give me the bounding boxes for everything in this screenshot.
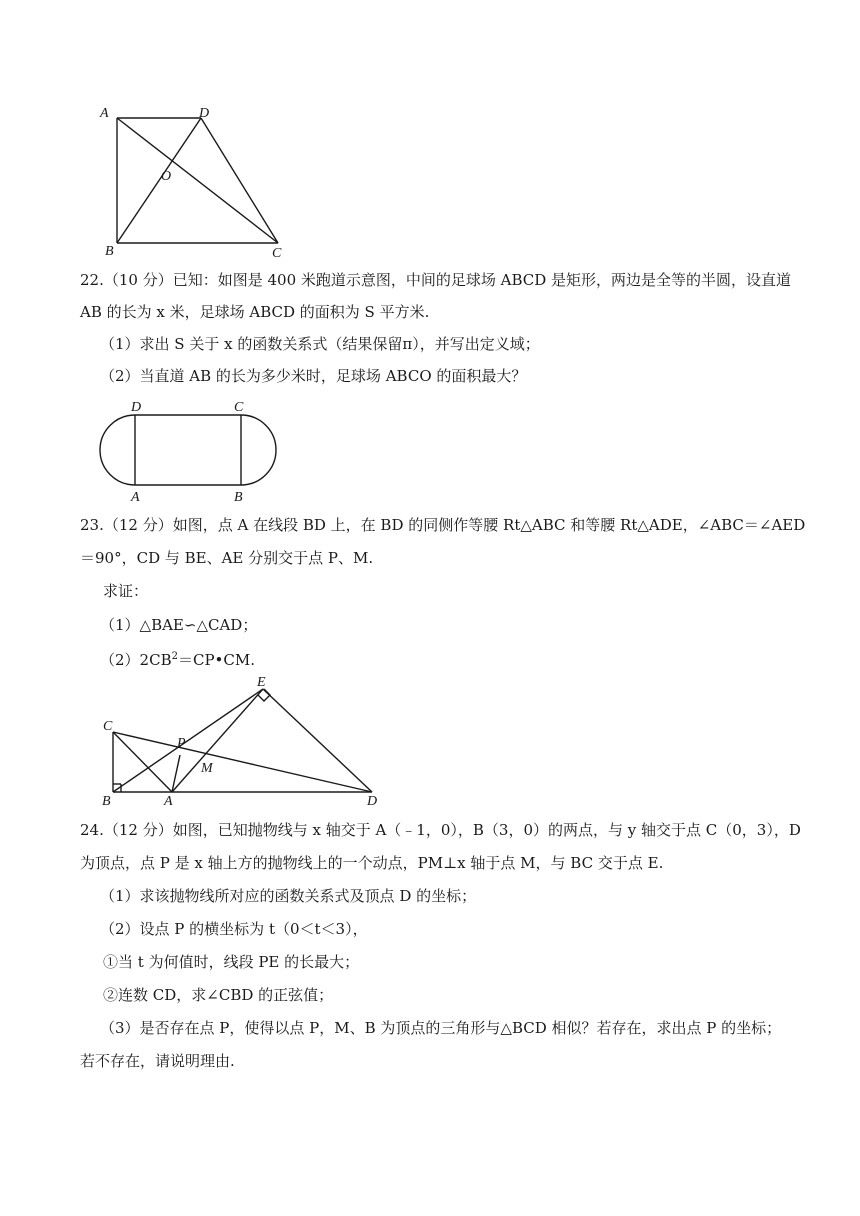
q23-line1: 23.（12 分）如图，点 A 在线段 BD 上，在 BD 的同侧作等腰 Rt△ABC 和等腰 Rt△ADE，∠ABC＝∠AED xyxy=(80,516,806,534)
label-B: B xyxy=(234,490,243,505)
q22-part2: （2）当直道 AB 的长为多少米时，足球场 ABCO 的面积最大？ xyxy=(100,367,527,385)
figure-q23 xyxy=(95,672,395,812)
label-B: B xyxy=(105,244,114,259)
q24-part3: （3）是否存在点 P，使得以点 P，M、B 为顶点的三角形与△BCD 相似？若存在，求出点 P 的坐标； xyxy=(100,1019,782,1037)
label-D: D xyxy=(367,794,378,809)
q23-prove: 求证： xyxy=(103,582,149,600)
figure-q22-track xyxy=(95,395,285,507)
q24-part1: （1）求该抛物线所对应的函数关系式及顶点 D 的坐标； xyxy=(100,887,477,905)
q24-sub1: ①当 t 为何值时，线段 PE 的长最大； xyxy=(103,953,360,971)
label-M: M xyxy=(201,761,213,776)
label-A: A xyxy=(164,794,173,809)
label-D: D xyxy=(131,400,142,415)
q22-part1: （1）求出 S 关于 x 的函数关系式（结果保留π），并写出定义域； xyxy=(100,335,540,353)
q23-line2: ＝90°，CD 与 BE、AE 分别交于点 P、M. xyxy=(80,549,374,567)
label-E: E xyxy=(257,675,266,690)
q23-part2 xyxy=(100,650,255,670)
q23-part1: （1）△BAE∽△CAD； xyxy=(100,616,258,634)
q24-part3b: 若不存在，请说明理由. xyxy=(80,1052,235,1070)
label-P: P xyxy=(177,736,186,751)
q24-sub2: ②连数 CD，求∠CBD 的正弦值； xyxy=(103,986,334,1004)
label-C: C xyxy=(272,246,282,261)
q24-line1: 24.（12 分）如图，已知抛物线与 x 轴交于 A（﹣1，0），B（3，0）的两点，与 y 轴交于点 C（0，3），D xyxy=(80,821,801,839)
label-B: B xyxy=(102,794,111,809)
label-C: C xyxy=(234,400,244,415)
label-C: C xyxy=(103,719,113,734)
label-A: A xyxy=(131,490,140,505)
q22-line2: AB 的长为 x 米，足球场 ABCD 的面积为 S 平方米. xyxy=(80,303,430,321)
label-O: O xyxy=(161,169,172,184)
q24-part2: （2）设点 P 的横坐标为 t（0＜t＜3）， xyxy=(100,920,368,938)
q23-part2-sup: 2 xyxy=(171,651,178,662)
figure-q21 xyxy=(95,100,295,265)
label-A: A xyxy=(100,106,109,121)
q22-line1: 22.（10 分）已知：如图是 400 米跑道示意图，中间的足球场 ABCD 是矩形，两边是全等的半圆，设直道 xyxy=(80,271,792,289)
q24-line2: 为顶点，点 P 是 x 轴上方的抛物线上的一个动点，PM⊥x 轴于点 M，与 BC 交于点 E. xyxy=(80,854,664,872)
q23-part2-post: ＝CP•CM. xyxy=(177,651,255,669)
label-D: D xyxy=(199,106,210,121)
q23-part2-pre: （2）2CB xyxy=(100,651,172,669)
